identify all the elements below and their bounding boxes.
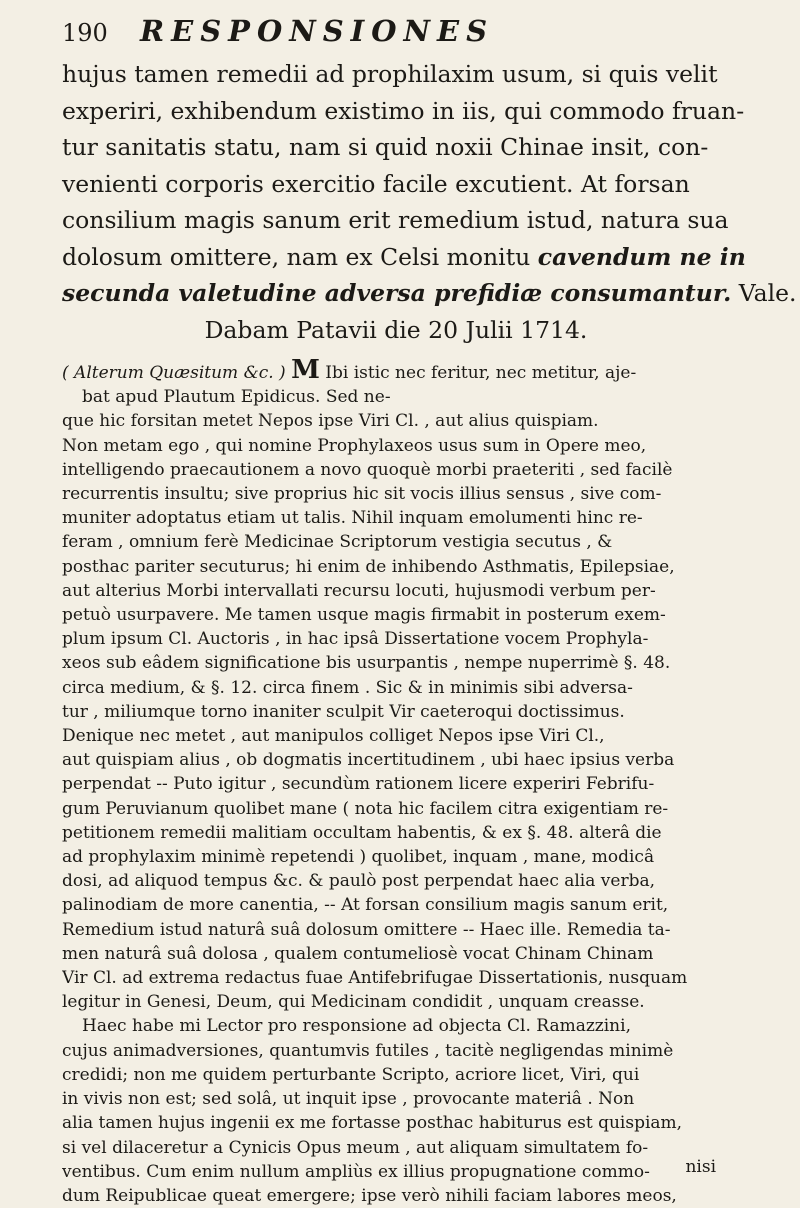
main-paragraph	[62, 56, 797, 348]
note-line: feram , omnium ferè Medicinae Scriptorum vestigia secutus , &	[62, 532, 613, 553]
note-line: in vivis non est; sed solâ, ut inquit ipse , provocante materiâ . Non	[62, 1089, 635, 1110]
note-line: Non metam ego , qui nomine Prophylaxeos usus sum in Opere meo,	[62, 435, 647, 456]
note-line: intelligendo praecautionem a novo quoquè morbi praeteriti , sed facilè	[62, 459, 673, 480]
note-line: aut alterius Morbi intervallati recursu locuti, hujusmodi verbum per-	[62, 580, 656, 601]
note-lead: ( Alterum Quæsitum &c. )	[62, 363, 286, 383]
dateline: Dabam Patavii die 20 Julii 1714.	[204, 315, 588, 344]
note-line: palinodiam de more canentia, -- At forsan consilium magis sanum erit,	[62, 895, 669, 916]
note-line: ventibus. Cum enim nullum ampliùs ex illius propugnatione commo-	[62, 1161, 650, 1182]
note-line: posthac pariter secuturus; hi enim de inhibendo Asthmatis, Epilepsiae,	[62, 556, 675, 577]
italic-phrase: secunda valetudine adversa prefidiæ consumantur.	[62, 279, 732, 307]
page-number: 190	[62, 19, 108, 47]
main-line	[62, 239, 746, 276]
note-line: Haec habe mi Lector pro responsione ad objecta Cl. Ramazzini,	[82, 1016, 631, 1037]
main-line: consilium magis sanum erit remedium istud, natura sua	[62, 206, 729, 234]
note-line: plum ipsum Cl. Auctoris , in hac ipsâ Dissertatione vocem Prophyla-	[62, 629, 649, 650]
note-line: petuò usurpavere. Me tamen usque magis firmabit in posterum exem-	[62, 605, 666, 626]
note-line: tur , miliumque torno inaniter sculpit Vir caeteroqui doctissimus.	[62, 701, 625, 722]
main-line-text: dolosum omittere, nam ex Celsi monitu	[62, 242, 531, 271]
note-line: petitionem remedii malitiam occultam habentis, & ex §. 48. alterâ die	[62, 822, 662, 843]
note-line: Vir Cl. ad extrema redactus fuae Antifebrifugae Dissertationis, nusquam	[62, 968, 688, 989]
note-line: ad prophylaxim minimè repetendi ) quolibet, inquam , mane, modicâ	[62, 847, 655, 868]
note-line: legitur in Genesi, Deum, qui Medicinam condidit , unquam creasse.	[62, 992, 645, 1013]
main-line: hujus tamen remedii ad prophilaxim usum, si quis velit	[62, 60, 718, 88]
note-line: bat apud Plautum Epidicus. Sed ne-	[82, 387, 391, 408]
note-lead-rest: Ibi istic nec feritur, nec metitur, aje-	[325, 363, 637, 383]
page-header	[62, 14, 730, 54]
note-line: perpendat -- Puto igitur , secundùm rationem licere experiri Febrifu-	[62, 774, 655, 795]
note-line: Remedium istud naturâ suâ dolosum omittere -- Haec ille. Remedia ta-	[62, 919, 671, 940]
italic-phrase: cavendum ne in	[537, 242, 746, 271]
note-line: que hic forsitan metet Nepos ipse Viri Cl. , aut alius quispiam.	[62, 411, 599, 432]
note-line: Denique nec metet , aut manipulos colliget Nepos ipse Viri Cl.,	[62, 726, 605, 747]
note-line: xeos sub eâdem significatione bis usurpantis , nempe nuperrimè §. 48.	[62, 653, 671, 674]
running-title: RESPONSIONES	[140, 14, 495, 48]
note-line: cujus animadversiones, quantumvis futiles , tacitè negligendas minimè	[62, 1040, 674, 1061]
note-line: aut quispiam alius , ob dogmatis incertitudinem , ubi haec ipsius verba	[62, 750, 675, 771]
drop-cap: M	[291, 358, 320, 385]
note-line: men naturâ suâ dolosa , qualem contumeliosè vocat Chinam Chinam	[62, 943, 654, 964]
note-line: alia tamen hujus ingenii ex me fortasse posthac habiturus est quispiam,	[62, 1113, 683, 1134]
note-block	[62, 358, 730, 1208]
note-line: circa medium, & §. 12. circa finem . Sic & in minimis sibi adversa-	[62, 677, 633, 698]
catchword: nisi	[685, 1157, 716, 1177]
note-lead-line	[62, 358, 730, 385]
main-line: tur sanitatis statu, nam si quid noxii Chinae insit, con-	[62, 133, 709, 161]
note-line: dum Reipublicae queat emergere; ipse verò nihili faciam labores meos,	[62, 1185, 677, 1206]
note-line: muniter adoptatus etiam ut talis. Nihil inquam emolumenti hinc re-	[62, 508, 643, 529]
main-line: experiri, exhibendum existimo in iis, qui commodo fruan-	[62, 96, 745, 125]
valediction: Vale.	[738, 279, 797, 307]
note-line: si vel dilaceretur a Cynicis Opus meum , aut aliquam simultatem fo-	[62, 1137, 649, 1158]
note-line: recurrentis insultu; sive proprius hic sit vocis illius sensus , sive com-	[62, 484, 662, 505]
note-line: gum Peruvianum quolibet mane ( nota hic facilem citra exigentiam re-	[62, 798, 669, 819]
main-line	[62, 275, 797, 312]
main-line: venienti corporis exercitio facile excutient. At forsan	[62, 169, 690, 198]
note-line: dosi, ad aliquod tempus &c. & paulò post perpendat haec alia verba,	[62, 871, 655, 892]
note-line: credidi; non me quidem perturbante Scripto, acriore licet, Viri, qui	[62, 1064, 640, 1085]
